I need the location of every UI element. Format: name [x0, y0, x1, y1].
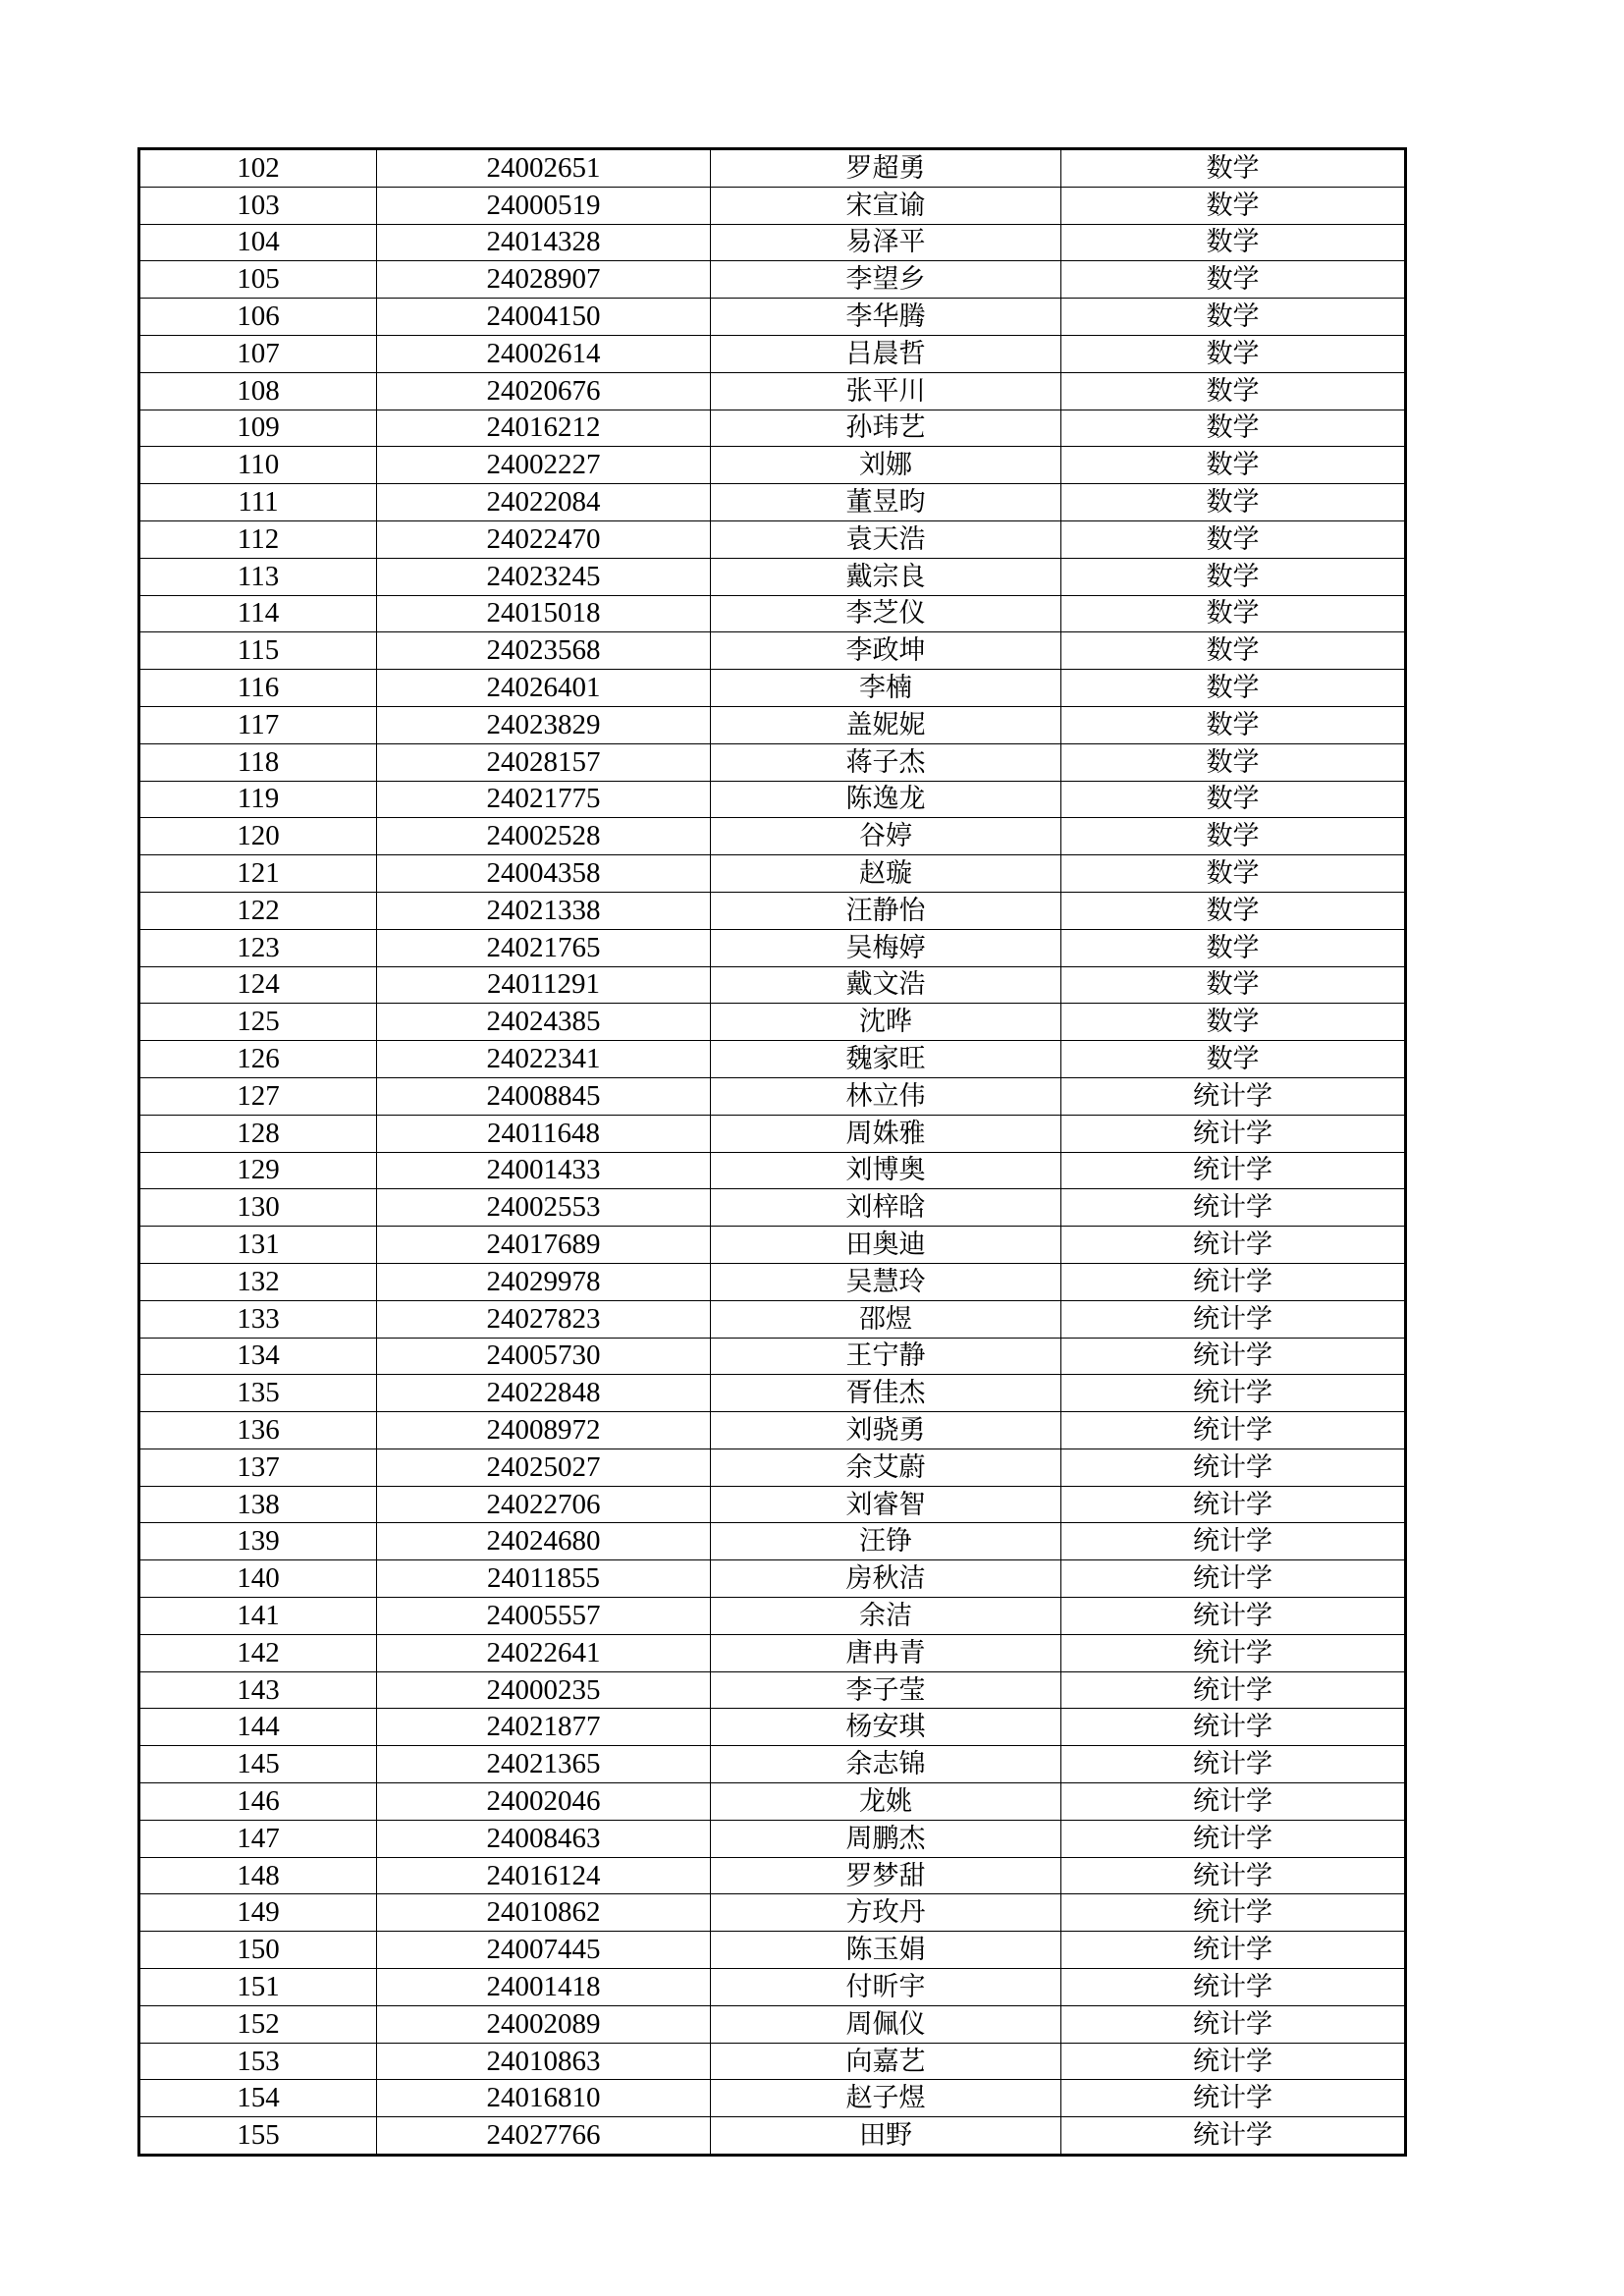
- row-number-cell: 151: [139, 1969, 377, 2006]
- student-name-cell: 田奥迪: [711, 1227, 1061, 1264]
- table-row: [139, 2080, 1406, 2117]
- major-cell: 统计学: [1061, 1300, 1406, 1338]
- student-id-cell: 24016810: [377, 2080, 711, 2117]
- table-row: [139, 1634, 1406, 1671]
- table-row: [139, 1820, 1406, 1857]
- row-number-cell: 111: [139, 484, 377, 521]
- student-name-cell: 李华腾: [711, 299, 1061, 336]
- student-id-cell: 24022706: [377, 1486, 711, 1523]
- student-id-cell: 24027766: [377, 2117, 711, 2156]
- table-row: [139, 1300, 1406, 1338]
- student-name-cell: 方玫丹: [711, 1894, 1061, 1932]
- table-row: [139, 2117, 1406, 2156]
- table-row: [139, 410, 1406, 447]
- table-row: [139, 520, 1406, 558]
- student-name-cell: 魏家旺: [711, 1041, 1061, 1078]
- row-number-cell: 150: [139, 1932, 377, 1969]
- student-name-cell: 戴文浩: [711, 966, 1061, 1004]
- table-row: [139, 966, 1406, 1004]
- row-number-cell: 125: [139, 1004, 377, 1041]
- table-row: [139, 1338, 1406, 1375]
- major-cell: 数学: [1061, 335, 1406, 372]
- row-number-cell: 133: [139, 1300, 377, 1338]
- student-id-cell: 24016124: [377, 1857, 711, 1894]
- major-cell: 统计学: [1061, 2080, 1406, 2117]
- table-row: [139, 1932, 1406, 1969]
- major-cell: 数学: [1061, 929, 1406, 966]
- table-row: [139, 781, 1406, 818]
- table-row: [139, 335, 1406, 372]
- student-name-cell: 赵子煜: [711, 2080, 1061, 2117]
- major-cell: 数学: [1061, 558, 1406, 595]
- student-name-cell: 李楠: [711, 670, 1061, 707]
- student-name-cell: 刘睿智: [711, 1486, 1061, 1523]
- student-id-cell: 24023829: [377, 706, 711, 743]
- student-id-cell: 24022641: [377, 1634, 711, 1671]
- row-number-cell: 116: [139, 670, 377, 707]
- student-id-cell: 24011291: [377, 966, 711, 1004]
- table-row: [139, 1783, 1406, 1821]
- student-name-cell: 李子莹: [711, 1671, 1061, 1709]
- major-cell: 统计学: [1061, 1932, 1406, 1969]
- major-cell: 数学: [1061, 966, 1406, 1004]
- student-name-cell: 余洁: [711, 1598, 1061, 1635]
- table-row: [139, 632, 1406, 670]
- student-name-cell: 杨安琪: [711, 1709, 1061, 1746]
- major-cell: 统计学: [1061, 1746, 1406, 1783]
- student-name-cell: 陈玉娟: [711, 1932, 1061, 1969]
- major-cell: 统计学: [1061, 1709, 1406, 1746]
- major-cell: 统计学: [1061, 1523, 1406, 1560]
- row-number-cell: 155: [139, 2117, 377, 2156]
- student-name-cell: 盖妮妮: [711, 706, 1061, 743]
- table-row: [139, 1709, 1406, 1746]
- student-id-cell: 24022848: [377, 1375, 711, 1412]
- row-number-cell: 105: [139, 261, 377, 299]
- student-name-cell: 宋宣谕: [711, 187, 1061, 224]
- major-cell: 统计学: [1061, 1969, 1406, 2006]
- student-id-cell: 24017689: [377, 1227, 711, 1264]
- major-cell: 数学: [1061, 224, 1406, 261]
- student-name-cell: 袁天浩: [711, 520, 1061, 558]
- student-name-cell: 唐冉青: [711, 1634, 1061, 1671]
- student-name-cell: 罗梦甜: [711, 1857, 1061, 1894]
- student-id-cell: 24016212: [377, 410, 711, 447]
- student-name-cell: 赵璇: [711, 855, 1061, 893]
- row-number-cell: 154: [139, 2080, 377, 2117]
- row-number-cell: 141: [139, 1598, 377, 1635]
- student-name-cell: 戴宗良: [711, 558, 1061, 595]
- table-row: [139, 1969, 1406, 2006]
- student-name-cell: 吴慧玲: [711, 1263, 1061, 1300]
- table-row: [139, 1004, 1406, 1041]
- table-row: [139, 1523, 1406, 1560]
- student-name-cell: 张平川: [711, 372, 1061, 410]
- table-row: [139, 447, 1406, 484]
- student-name-cell: 林立伟: [711, 1077, 1061, 1115]
- table-row: [139, 1227, 1406, 1264]
- student-id-cell: 24002614: [377, 335, 711, 372]
- student-name-cell: 陈逸龙: [711, 781, 1061, 818]
- table-row: [139, 1746, 1406, 1783]
- student-id-cell: 24001433: [377, 1152, 711, 1189]
- row-number-cell: 138: [139, 1486, 377, 1523]
- major-cell: 统计学: [1061, 1820, 1406, 1857]
- student-name-cell: 刘梓晗: [711, 1189, 1061, 1227]
- student-id-cell: 24005557: [377, 1598, 711, 1635]
- student-name-cell: 董昱昀: [711, 484, 1061, 521]
- row-number-cell: 122: [139, 892, 377, 929]
- table-row: [139, 1560, 1406, 1598]
- row-number-cell: 128: [139, 1115, 377, 1152]
- student-name-cell: 邵煜: [711, 1300, 1061, 1338]
- row-number-cell: 107: [139, 335, 377, 372]
- student-name-cell: 李芝仪: [711, 595, 1061, 632]
- major-cell: 统计学: [1061, 1375, 1406, 1412]
- table-row: [139, 149, 1406, 188]
- student-id-cell: 24008972: [377, 1412, 711, 1449]
- table-row: [139, 1671, 1406, 1709]
- student-name-cell: 余艾蔚: [711, 1449, 1061, 1486]
- table-row: [139, 892, 1406, 929]
- student-name-cell: 刘博奥: [711, 1152, 1061, 1189]
- row-number-cell: 108: [139, 372, 377, 410]
- major-cell: 数学: [1061, 484, 1406, 521]
- row-number-cell: 123: [139, 929, 377, 966]
- row-number-cell: 130: [139, 1189, 377, 1227]
- student-id-cell: 24028157: [377, 743, 711, 781]
- major-cell: 数学: [1061, 1041, 1406, 1078]
- student-name-cell: 向嘉艺: [711, 2043, 1061, 2080]
- student-id-cell: 24021775: [377, 781, 711, 818]
- row-number-cell: 132: [139, 1263, 377, 1300]
- major-cell: 数学: [1061, 372, 1406, 410]
- table-row: [139, 299, 1406, 336]
- major-cell: 统计学: [1061, 1857, 1406, 1894]
- student-id-cell: 24021765: [377, 929, 711, 966]
- student-id-cell: 24022470: [377, 520, 711, 558]
- major-cell: 统计学: [1061, 1671, 1406, 1709]
- student-name-cell: 沈晔: [711, 1004, 1061, 1041]
- major-cell: 数学: [1061, 818, 1406, 855]
- student-name-cell: 刘娜: [711, 447, 1061, 484]
- student-id-cell: 24002089: [377, 2005, 711, 2043]
- row-number-cell: 113: [139, 558, 377, 595]
- student-name-cell: 周佩仪: [711, 2005, 1061, 2043]
- row-number-cell: 102: [139, 149, 377, 188]
- major-cell: 统计学: [1061, 1412, 1406, 1449]
- major-cell: 数学: [1061, 706, 1406, 743]
- major-cell: 统计学: [1061, 2117, 1406, 2156]
- table-row: [139, 1857, 1406, 1894]
- major-cell: 统计学: [1061, 2043, 1406, 2080]
- student-name-cell: 蒋子杰: [711, 743, 1061, 781]
- student-name-cell: 吴梅婷: [711, 929, 1061, 966]
- student-id-cell: 24021338: [377, 892, 711, 929]
- student-name-cell: 余志锦: [711, 1746, 1061, 1783]
- row-number-cell: 115: [139, 632, 377, 670]
- major-cell: 统计学: [1061, 1634, 1406, 1671]
- student-name-cell: 田野: [711, 2117, 1061, 2156]
- row-number-cell: 121: [139, 855, 377, 893]
- row-number-cell: 117: [139, 706, 377, 743]
- row-number-cell: 103: [139, 187, 377, 224]
- student-name-cell: 李望乡: [711, 261, 1061, 299]
- student-name-cell: 周鹏杰: [711, 1820, 1061, 1857]
- row-number-cell: 143: [139, 1671, 377, 1709]
- table-row: [139, 1189, 1406, 1227]
- student-name-cell: 孙玮艺: [711, 410, 1061, 447]
- student-id-cell: 24029978: [377, 1263, 711, 1300]
- table-row: [139, 558, 1406, 595]
- table-row: [139, 855, 1406, 893]
- student-name-cell: 吕晨哲: [711, 335, 1061, 372]
- major-cell: 数学: [1061, 632, 1406, 670]
- table-row: [139, 261, 1406, 299]
- student-name-cell: 罗超勇: [711, 149, 1061, 188]
- major-cell: 统计学: [1061, 2005, 1406, 2043]
- student-id-cell: 24000519: [377, 187, 711, 224]
- student-id-cell: 24001418: [377, 1969, 711, 2006]
- table-body: [139, 149, 1406, 2156]
- student-id-cell: 24010862: [377, 1894, 711, 1932]
- table-row: [139, 372, 1406, 410]
- row-number-cell: 145: [139, 1746, 377, 1783]
- major-cell: 统计学: [1061, 1227, 1406, 1264]
- table-row: [139, 1263, 1406, 1300]
- student-name-cell: 付昕宇: [711, 1969, 1061, 2006]
- student-id-cell: 24004358: [377, 855, 711, 893]
- table-row: [139, 187, 1406, 224]
- student-id-cell: 24011648: [377, 1115, 711, 1152]
- row-number-cell: 148: [139, 1857, 377, 1894]
- table-row: [139, 2043, 1406, 2080]
- table-row: [139, 484, 1406, 521]
- major-cell: 统计学: [1061, 1338, 1406, 1375]
- major-cell: 数学: [1061, 892, 1406, 929]
- student-id-cell: 24002528: [377, 818, 711, 855]
- major-cell: 数学: [1061, 187, 1406, 224]
- student-id-cell: 24021877: [377, 1709, 711, 1746]
- student-name-cell: 周姝雅: [711, 1115, 1061, 1152]
- table-row: [139, 595, 1406, 632]
- student-name-cell: 李政坤: [711, 632, 1061, 670]
- student-list-table: [137, 147, 1407, 2157]
- table-row: [139, 743, 1406, 781]
- major-cell: 统计学: [1061, 1560, 1406, 1598]
- row-number-cell: 146: [139, 1783, 377, 1821]
- student-id-cell: 24004150: [377, 299, 711, 336]
- row-number-cell: 126: [139, 1041, 377, 1078]
- row-number-cell: 136: [139, 1412, 377, 1449]
- row-number-cell: 134: [139, 1338, 377, 1375]
- student-id-cell: 24002651: [377, 149, 711, 188]
- student-name-cell: 房秋洁: [711, 1560, 1061, 1598]
- major-cell: 统计学: [1061, 1152, 1406, 1189]
- major-cell: 统计学: [1061, 1449, 1406, 1486]
- major-cell: 统计学: [1061, 1263, 1406, 1300]
- major-cell: 数学: [1061, 261, 1406, 299]
- row-number-cell: 129: [139, 1152, 377, 1189]
- student-name-cell: 王宁静: [711, 1338, 1061, 1375]
- student-id-cell: 24014328: [377, 224, 711, 261]
- student-id-cell: 24020676: [377, 372, 711, 410]
- student-id-cell: 24024680: [377, 1523, 711, 1560]
- row-number-cell: 120: [139, 818, 377, 855]
- student-name-cell: 汪铮: [711, 1523, 1061, 1560]
- row-number-cell: 139: [139, 1523, 377, 1560]
- row-number-cell: 135: [139, 1375, 377, 1412]
- row-number-cell: 142: [139, 1634, 377, 1671]
- row-number-cell: 140: [139, 1560, 377, 1598]
- student-name-cell: 易泽平: [711, 224, 1061, 261]
- row-number-cell: 131: [139, 1227, 377, 1264]
- major-cell: 数学: [1061, 447, 1406, 484]
- student-id-cell: 24002227: [377, 447, 711, 484]
- table-row: [139, 1152, 1406, 1189]
- table-row: [139, 224, 1406, 261]
- major-cell: 统计学: [1061, 1783, 1406, 1821]
- student-name-cell: 谷婷: [711, 818, 1061, 855]
- table-row: [139, 1041, 1406, 1078]
- major-cell: 数学: [1061, 781, 1406, 818]
- row-number-cell: 124: [139, 966, 377, 1004]
- student-id-cell: 24022084: [377, 484, 711, 521]
- table-row: [139, 1486, 1406, 1523]
- major-cell: 统计学: [1061, 1598, 1406, 1635]
- row-number-cell: 152: [139, 2005, 377, 2043]
- student-id-cell: 24027823: [377, 1300, 711, 1338]
- major-cell: 数学: [1061, 595, 1406, 632]
- student-id-cell: 24015018: [377, 595, 711, 632]
- major-cell: 数学: [1061, 299, 1406, 336]
- student-id-cell: 24028907: [377, 261, 711, 299]
- student-id-cell: 24000235: [377, 1671, 711, 1709]
- row-number-cell: 149: [139, 1894, 377, 1932]
- table-row: [139, 670, 1406, 707]
- major-cell: 统计学: [1061, 1077, 1406, 1115]
- table-row: [139, 1412, 1406, 1449]
- table-row: [139, 929, 1406, 966]
- student-id-cell: 24024385: [377, 1004, 711, 1041]
- student-id-cell: 24023245: [377, 558, 711, 595]
- student-name-cell: 刘骁勇: [711, 1412, 1061, 1449]
- row-number-cell: 119: [139, 781, 377, 818]
- major-cell: 统计学: [1061, 1486, 1406, 1523]
- student-id-cell: 24010863: [377, 2043, 711, 2080]
- student-name-cell: 胥佳杰: [711, 1375, 1061, 1412]
- row-number-cell: 104: [139, 224, 377, 261]
- student-id-cell: 24022341: [377, 1041, 711, 1078]
- student-name-cell: 龙姚: [711, 1783, 1061, 1821]
- student-id-cell: 24021365: [377, 1746, 711, 1783]
- major-cell: 统计学: [1061, 1894, 1406, 1932]
- row-number-cell: 147: [139, 1820, 377, 1857]
- table-row: [139, 818, 1406, 855]
- table-row: [139, 706, 1406, 743]
- row-number-cell: 137: [139, 1449, 377, 1486]
- major-cell: 数学: [1061, 1004, 1406, 1041]
- table-row: [139, 1077, 1406, 1115]
- row-number-cell: 127: [139, 1077, 377, 1115]
- row-number-cell: 106: [139, 299, 377, 336]
- student-id-cell: 24026401: [377, 670, 711, 707]
- student-id-cell: 24008845: [377, 1077, 711, 1115]
- major-cell: 数学: [1061, 670, 1406, 707]
- student-id-cell: 24025027: [377, 1449, 711, 1486]
- table-row: [139, 2005, 1406, 2043]
- student-id-cell: 24005730: [377, 1338, 711, 1375]
- major-cell: 数学: [1061, 410, 1406, 447]
- major-cell: 统计学: [1061, 1189, 1406, 1227]
- row-number-cell: 110: [139, 447, 377, 484]
- major-cell: 统计学: [1061, 1115, 1406, 1152]
- row-number-cell: 118: [139, 743, 377, 781]
- student-id-cell: 24002046: [377, 1783, 711, 1821]
- table-row: [139, 1598, 1406, 1635]
- row-number-cell: 112: [139, 520, 377, 558]
- table-row: [139, 1375, 1406, 1412]
- row-number-cell: 114: [139, 595, 377, 632]
- student-id-cell: 24023568: [377, 632, 711, 670]
- student-name-cell: 汪静怡: [711, 892, 1061, 929]
- row-number-cell: 144: [139, 1709, 377, 1746]
- student-id-cell: 24008463: [377, 1820, 711, 1857]
- student-id-cell: 24002553: [377, 1189, 711, 1227]
- major-cell: 数学: [1061, 149, 1406, 188]
- table-row: [139, 1894, 1406, 1932]
- major-cell: 数学: [1061, 855, 1406, 893]
- major-cell: 数学: [1061, 743, 1406, 781]
- major-cell: 数学: [1061, 520, 1406, 558]
- row-number-cell: 109: [139, 410, 377, 447]
- row-number-cell: 153: [139, 2043, 377, 2080]
- student-id-cell: 24007445: [377, 1932, 711, 1969]
- student-id-cell: 24011855: [377, 1560, 711, 1598]
- table-row: [139, 1115, 1406, 1152]
- table-row: [139, 1449, 1406, 1486]
